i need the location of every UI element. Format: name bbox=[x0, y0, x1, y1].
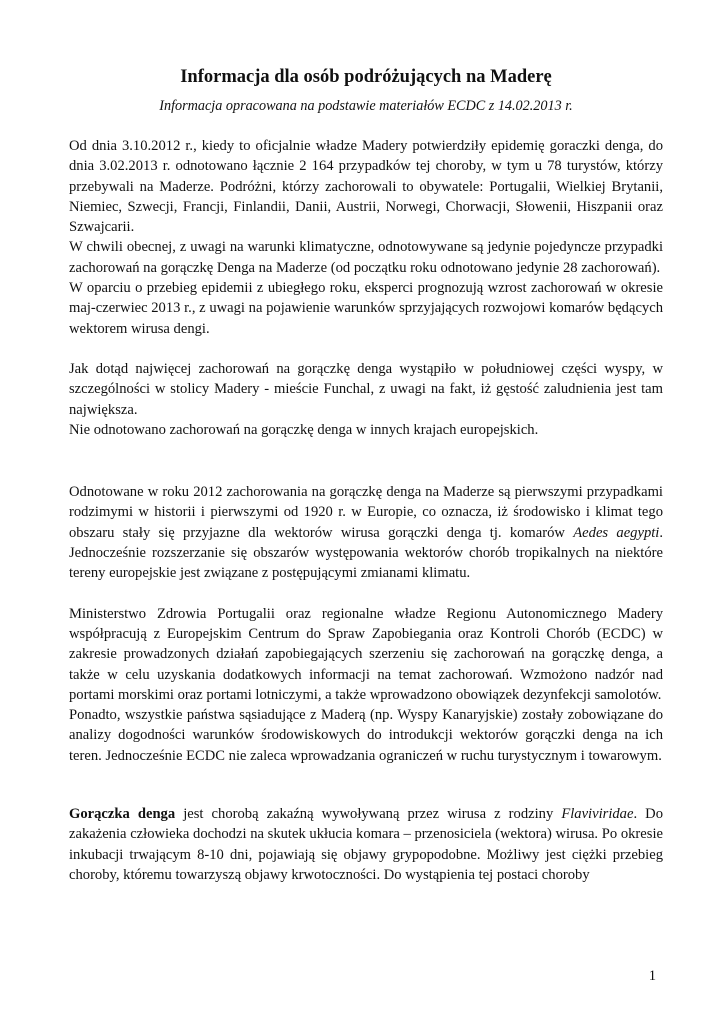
paragraph-current-situation: W chwili obecnej, z uwagi na warunki klimatyczne, odnotowywane są jedynie pojedyncze przypadki zachorowań na gorączkę Denga na Maderze (od początku roku odnotowano jedynie 28 zachorowań). bbox=[69, 239, 663, 276]
paragraph-geography: Jak dotąd najwięcej zachorowań na gorączkę denga wystąpiło w południowej części wyspy, w szczególności w stolicy Madery - mieście Funchal, z uwagi na fakt, iż gęstość zaludnienia jest tam największa. bbox=[69, 360, 663, 418]
disease-term: Gorączka denga bbox=[69, 806, 176, 823]
document-subtitle: Informacja opracowana na podstawie materiałów ECDC z 14.02.2013 r. bbox=[159, 98, 573, 114]
species-name: Aedes aegypti bbox=[573, 524, 660, 541]
paragraph-epidemic-summary: Od dnia 3.10.2012 r., kiedy to oficjalnie władze Madery potwierdziły epidemię goraczki denga, do dnia 3.02.2013 r. odnotowano łącznie 2 164 przypadków tej choroby, w tym u 78 turystów, którzy przebywali na Maderze. Podróżni, którzy zachorowali to obywatele: Portugalii, Wielkiej Brytanii, Niemiec, Szwecji, Francji, Finlandii, Danii, Austrii, Norwegi, Chorwacji, Słowenii, Hiszpanii oraz Szwajcarii. bbox=[69, 138, 663, 236]
paragraph-history-climate bbox=[69, 482, 663, 583]
virus-family-name: Flaviviridae bbox=[561, 806, 634, 823]
paragraph-other-countries: Nie odnotowano zachorowań na gorączkę denga w innych krajach europejskich. bbox=[69, 421, 539, 438]
paragraph-definition-text-2: . Do zakażenia człowieka dochodzi na skutek ukłucia komara – przenosiciela (wektora) wirusa. Po okresie inkubacji trwającym 8-10 dni, pojawiają się objawy grypopodobne. Możliwy jest ciężki przebieg choroby, któremu towarzyszą objawy krwotoczności. Do wystąpienia tej postaci choroby bbox=[69, 806, 663, 883]
paragraph-forecast: W oparciu o przebieg epidemii z ubiegłego roku, eksperci prognozują wzrost zachorowań w okresie maj-czerwiec 2013 r., z uwagi na pojawienie warunków sprzyjających rozwojowi komarów będących wektorem wirusa dengi. bbox=[69, 280, 663, 337]
paragraph-cooperation: Ministerstwo Zdrowia Portugalii oraz regionalne władze Regionu Autonomicznego Madery współpracują z Europejskim Centrum do Spraw Zapobiegania oraz Kontroli Chorób (ECDC) w zakresie prowadzonych działań zapobiegających szerzeniu się zachorowań na gorączkę denga, a także w celu uzyskania dodatkowych informacji na temat zachorowań. Wzmożono nadzór nad portami morskimi oraz portami lotniczymi, a także wprowadzono obowiązek dezynfekcji samolotów. bbox=[69, 605, 663, 703]
paragraph-history-text-2: . Jednocześnie rozszerzanie się obszarów występowania wektorów chorób tropikalnych na niektóre tereny europejskie jest związane z postępującymi zmianami klimatu. bbox=[69, 524, 664, 582]
paragraph-definition-text-1: jest chorobą zakaźną wywoływaną przez wirusa z rodziny bbox=[175, 806, 562, 823]
paragraph-neighbour-states: Ponadto, wszystkie państwa sąsiadujące z Maderą (np. Wyspy Kanaryjskie) zostały zobowiązane do analizy dogodności warunków środowiskowych do introdukcji wektorów gorączki denga na ich teren. Jednocześnie ECDC nie zaleca wprowadzania ograniczeń w ruchu turystycznym i towarowym. bbox=[69, 707, 663, 764]
page-number: 1 bbox=[648, 968, 656, 984]
document-title: Informacja dla osób podróżujących na Maderę bbox=[180, 67, 552, 87]
paragraph-disease-definition bbox=[69, 804, 663, 885]
paragraph-history-text-1: Odnotowane w roku 2012 zachorowania na gorączkę denga na Maderze są pierwszymi przypadkami rodzimymi w historii i pierwszymi od 1920 r. w Europie, co oznacza, iż środowisko i klimat tego obszaru stały się przyjazne dla wektorów wirusa gorączki denga tj. komarów bbox=[69, 484, 663, 541]
